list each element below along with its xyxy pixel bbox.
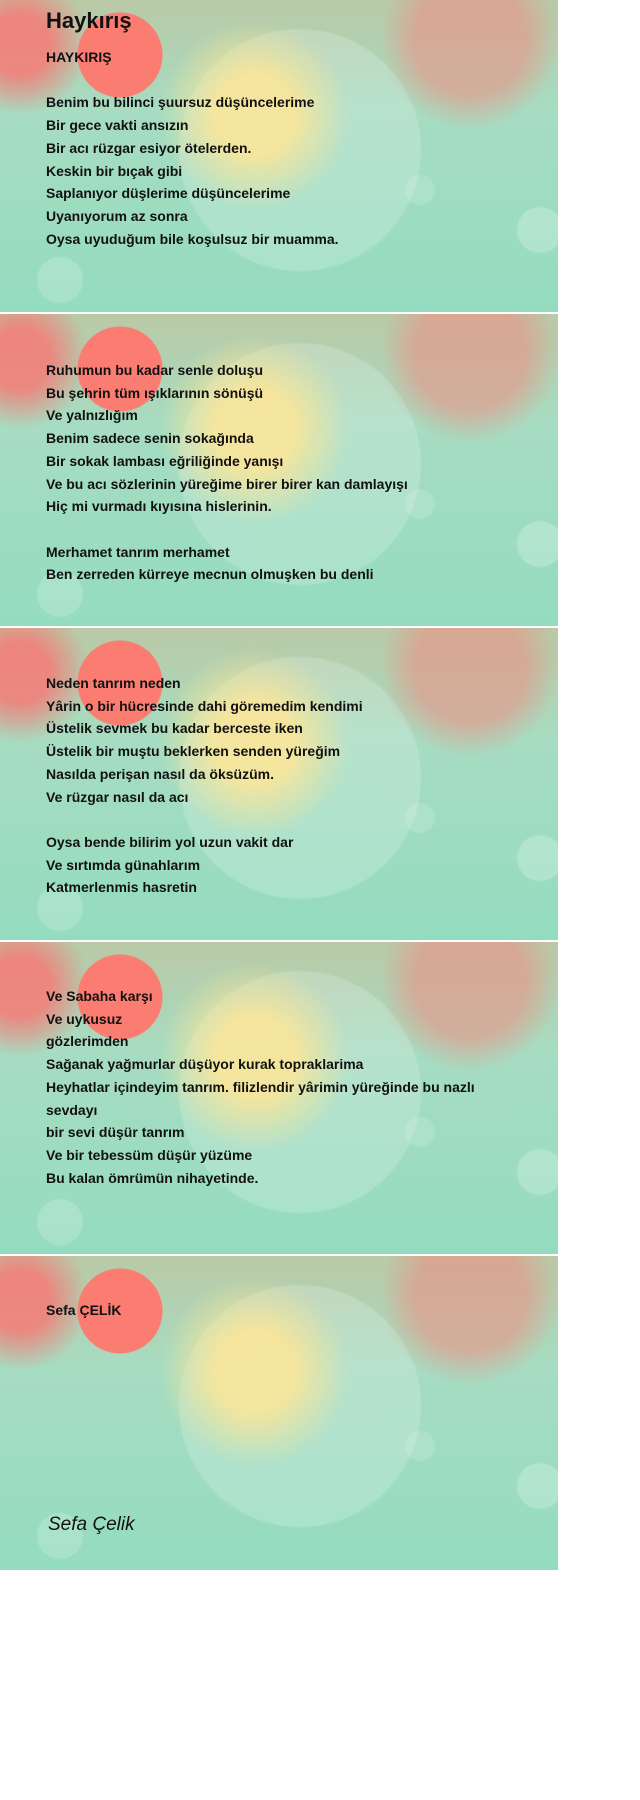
poem-line: Nasılda perişan nasıl da öksüzüm.	[46, 765, 274, 782]
poem-line: Yârin o bir hücresinde dahi göremedim kendimi	[46, 697, 363, 714]
poem-line: Oysa bende bilirim yol uzun vakit dar	[46, 833, 294, 850]
poem-line: bir sevi düşür tanrım	[46, 1124, 185, 1141]
poem-line: gözlerimden	[46, 1033, 129, 1050]
poem-text-4	[46, 985, 488, 1189]
poem-line: Heyhatlar içindeyim tanrım. filizlendir yârimin yüreğinde bu nazlı sevdayı	[46, 1078, 475, 1118]
poem-line: Sağanak yağmurlar düşüyor kurak topraklarima	[46, 1056, 364, 1073]
poem-author-block	[46, 1299, 488, 1322]
poem-panel-5	[0, 1256, 558, 1570]
poem-panel-2	[0, 314, 558, 626]
poem-line: Keskin bir bıçak gibi	[46, 162, 183, 179]
poem-panel-1	[0, 0, 558, 312]
poem-line: Hiç mi vurmadı kıyısına hislerinin.	[46, 498, 272, 515]
poem-line: Oysa uyuduğum bile koşulsuz bir muamma.	[46, 230, 339, 247]
poem-line: Katmerlenmis hasretin	[46, 879, 197, 896]
poem-line: Ve bir tebessüm düşür yüzüme	[46, 1146, 253, 1163]
poem-line: Bir gece vakti ansızın	[46, 117, 189, 134]
poem-line: Ve yalnızlığım	[46, 407, 138, 424]
poem-line: Merhamet tanrım merhamet	[46, 543, 230, 560]
poem-text-1	[46, 46, 488, 250]
poem-line: Ve rüzgar nasıl da acı	[46, 788, 189, 805]
poem-line: Uyanıyorum az sonra	[46, 207, 188, 224]
poem-title: Haykırış	[46, 8, 132, 33]
poem-subtitle: HAYKIRIŞ	[46, 49, 112, 65]
poem-panel-4	[0, 942, 558, 1254]
poem-line: Ben zerreden kürreye mecnun olmuşken bu denli	[46, 566, 374, 583]
poem-panel-3	[0, 628, 558, 940]
poem-line: Bir acı rüzgar esiyor ötelerden.	[46, 139, 252, 156]
poem-signature: Sefa Çelik	[48, 1514, 135, 1535]
poem-line: Bu kalan ömrümün nihayetinde.	[46, 1169, 259, 1186]
poem-line: Üstelik sevmek bu kadar berceste iken	[46, 720, 303, 737]
poem-line: Saplanıyor düşlerime düşüncelerime	[46, 185, 291, 202]
poem-author: Sefa ÇELİK	[46, 1302, 122, 1318]
poem-line: Neden tanrım neden	[46, 675, 181, 691]
blank-footer	[0, 1570, 558, 1800]
poem-text-2	[46, 359, 488, 586]
poem-line: Üstelik bir muştu beklerken senden yüreğim	[46, 743, 341, 760]
poem-line: Benim sadece senin sokağında	[46, 430, 254, 447]
poem-line: Ve sırtımda günahlarım	[46, 856, 201, 873]
poem-line: Ve uykusuz	[46, 1010, 123, 1027]
poem-line: Benim bu bilinci şuursuz düşüncelerime	[46, 94, 315, 111]
poem-line: Bir sokak lambası eğriliğinde yanışı	[46, 452, 284, 469]
poem-line: Ve Sabaha karşı	[46, 988, 153, 1004]
poem-line: Ruhumun bu kadar senle doluşu	[46, 362, 264, 378]
poem-line: Ve bu acı sözlerinin yüreğime birer birer kan damlayışı	[46, 475, 408, 492]
poem-text-3	[46, 672, 488, 899]
poem-line: Bu şehrin tüm ışıklarının sönüşü	[46, 384, 264, 401]
